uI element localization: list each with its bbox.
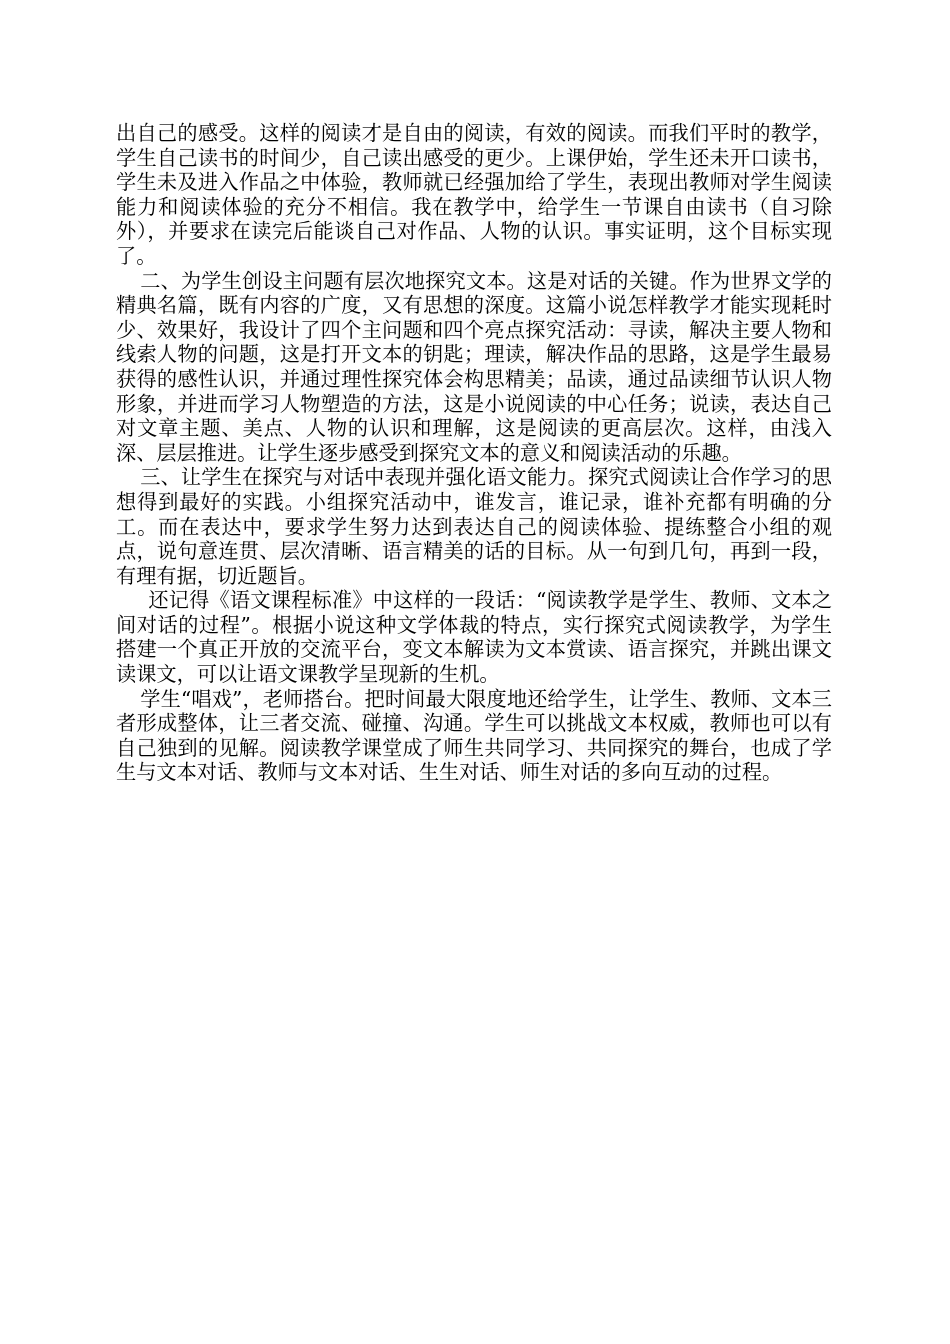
- paragraph-3: 三、让学生在探究与对话中表现并强化语文能力。探究式阅读让合作学习的思想得到最好的实践。小组探究活动中，谁发言，谁记录，谁补充都有明确的分工。而在表达中，要求学生努力达到表达自己的阅读体验、提练整合小组的观点，说句意连贯、层次清晰、语言精美的话的目标。从一句到几句，再到一段，有理有据，切近题旨。: [116, 465, 832, 588]
- paragraph-2: 二、为学生创设主问题有层次地探究文本。这是对话的关键。作为世界文学的精典名篇，既有内容的广度，又有思想的深度。这篇小说怎样教学才能实现耗时少、效果好，我设计了四个主问题和四个亮点探究活动：寻读，解决主要人物和线索人物的问题，这是打开文本的钥匙；理读，解决作品的思路，这是学生最易获得的感性认识，并通过理性探究体会构思精美；品读，通过品读细节认识人物形象，并进而学习人物塑造的方法，这是小说阅读的中心任务；说读，表达自己对文章主题、美点、人物的认识和理解，这是阅读的更高层次。这样，由浅入深、层层推进。让学生逐步感受到探究文本的意义和阅读活动的乐趣。: [116, 268, 832, 465]
- document-body: [116, 121, 832, 785]
- paragraph-4: 还记得《语文课程标准》中这样的一段话：“阅读教学是学生、教师、文本之间对话的过程”。根据小说这种文学体裁的特点，实行探究式阅读教学，为学生搭建一个真正开放的交流平台，变文本解读为文本赏读、语言探究，并跳出课文读课文，可以让语文课教学呈现新的生机。: [116, 588, 832, 687]
- paragraph-1: 出自己的感受。这样的阅读才是自由的阅读，有效的阅读。而我们平时的教学，学生自己读书的时间少，自己读出感受的更少。上课伊始，学生还未开口读书，学生未及进入作品之中体验，教师就已经强加给了学生，表现出教师对学生阅读能力和阅读体验的充分不相信。我在教学中，给学生一节课自由读书（自习除外），并要求在读完后能谈自己对作品、人物的认识。事实证明，这个目标实现了。: [116, 121, 832, 268]
- paragraph-5: 学生“唱戏”，老师搭台。把时间最大限度地还给学生，让学生、教师、文本三者形成整体，让三者交流、碰撞、沟通。学生可以挑战文本权威，教师也可以有自己独到的见解。阅读教学课堂成了师生共同学习、共同探究的舞台，也成了学生与文本对话、教师与文本对话、生生对话、师生对话的多向互动的过程。: [116, 686, 832, 785]
